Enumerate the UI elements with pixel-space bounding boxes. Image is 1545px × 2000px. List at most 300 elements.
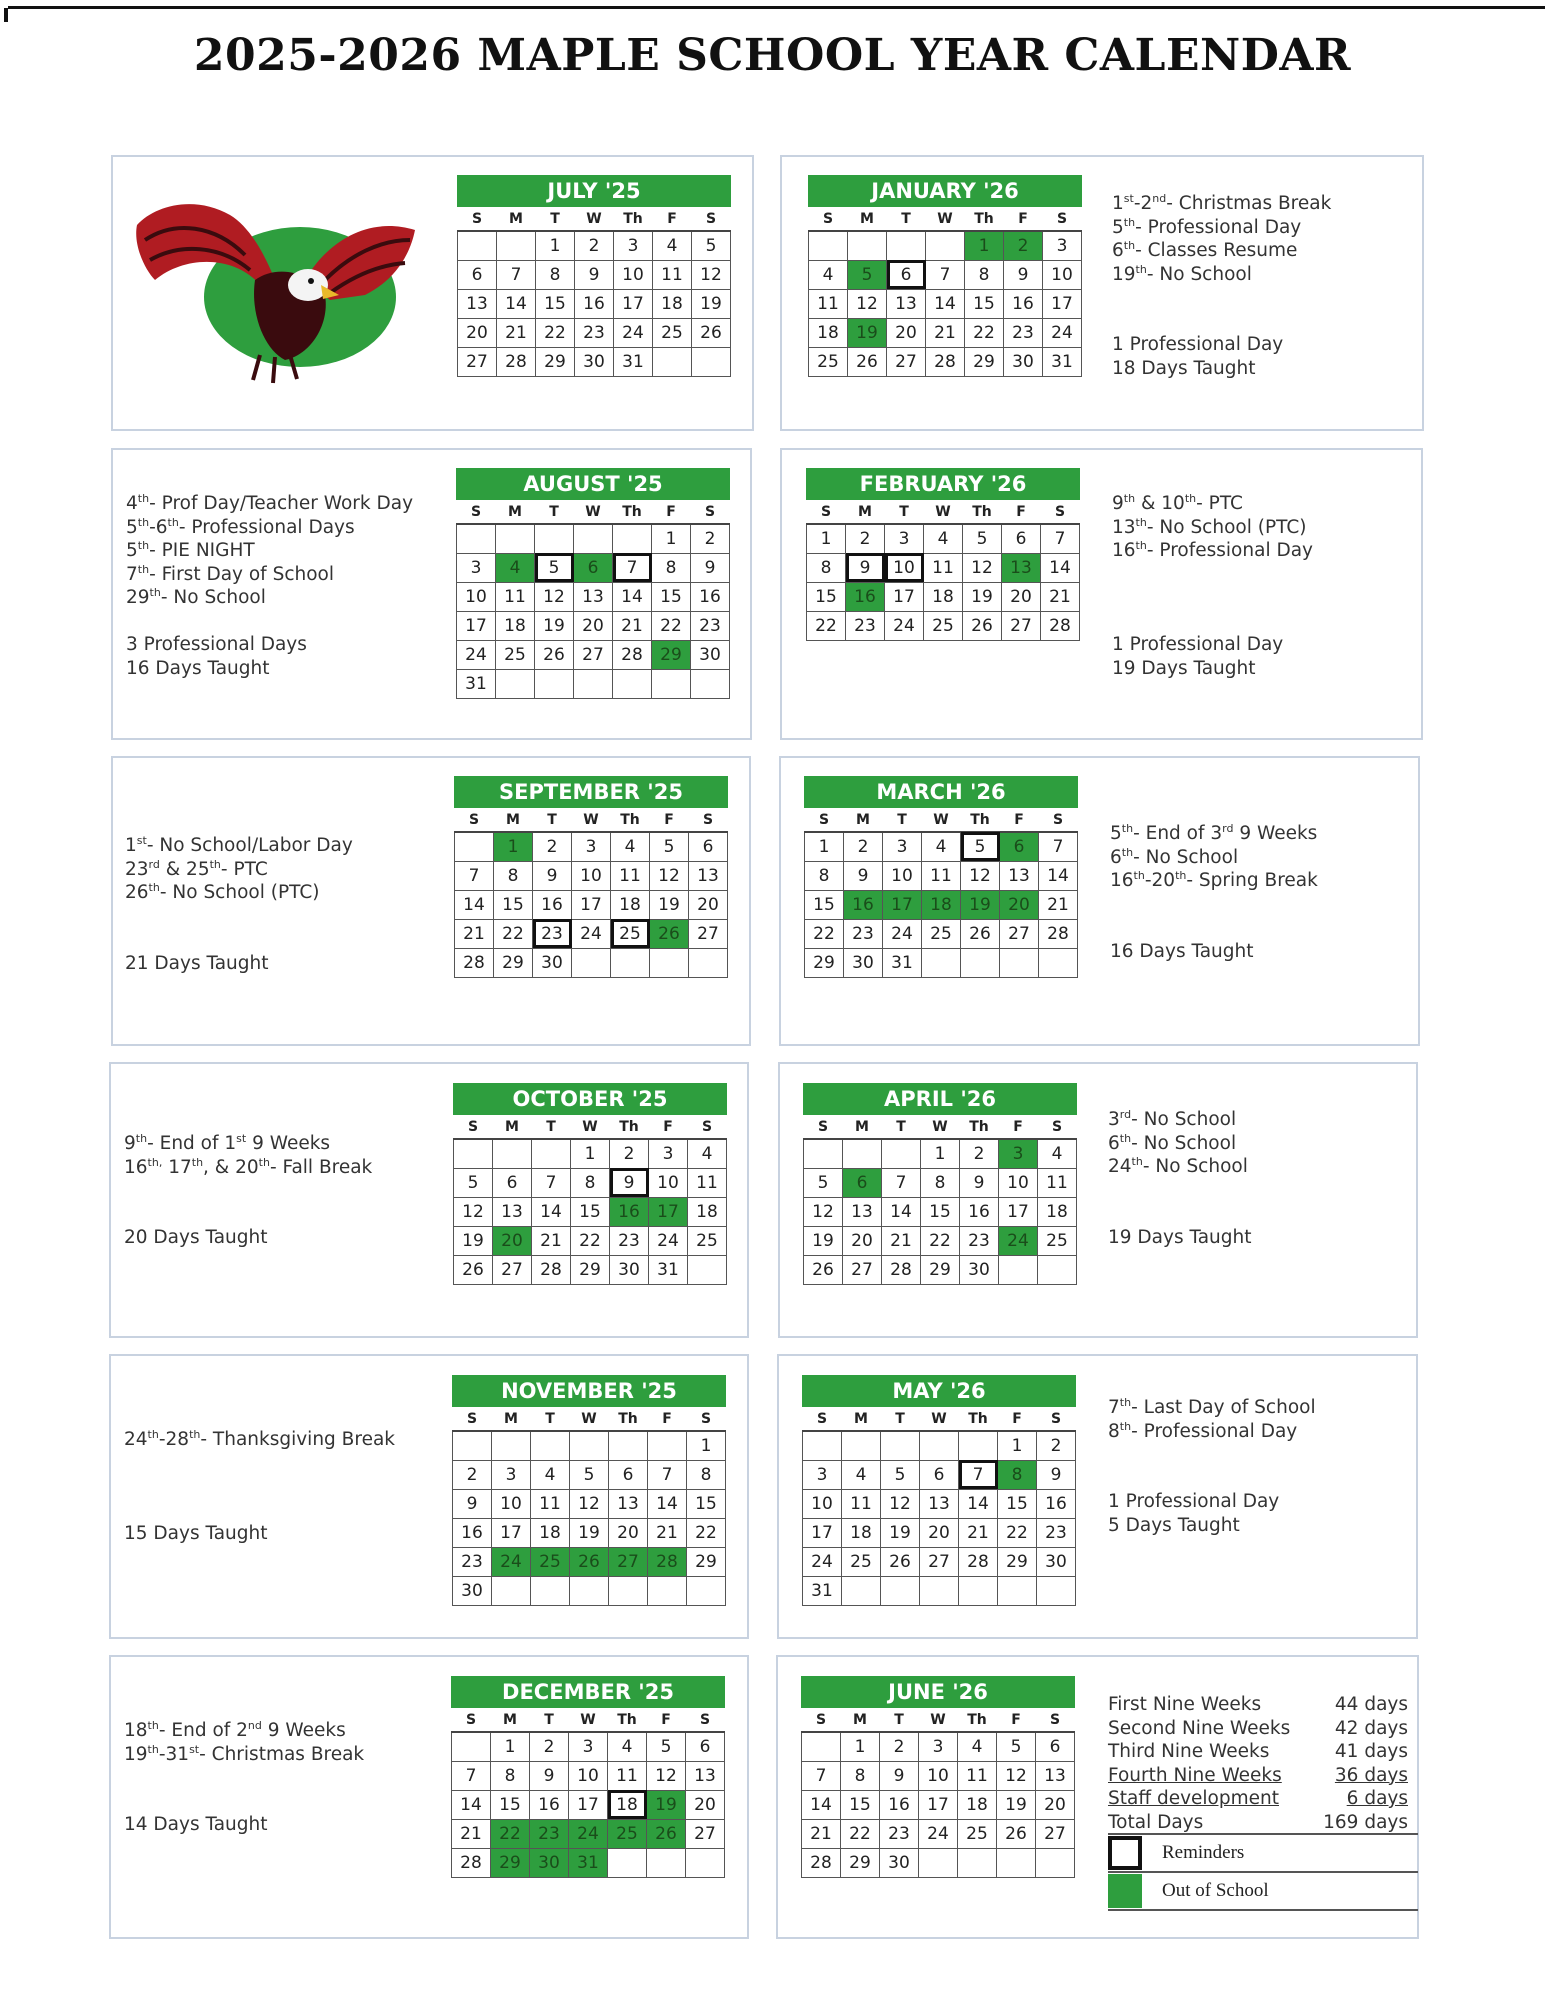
note-line: [1108, 1179, 1252, 1203]
note-line: 9th- End of 1st 9 Weeks: [124, 1131, 331, 1154]
day-cell: 22: [841, 1819, 880, 1848]
weekday-header: W: [926, 207, 965, 231]
day-cell: 21: [1039, 890, 1078, 919]
note-line: 19th- No School: [1112, 262, 1252, 285]
day-cell: 23: [880, 1819, 919, 1848]
weekday-header: S: [1041, 500, 1080, 524]
day-cell: 14: [1041, 553, 1080, 582]
day-cell: 18: [531, 1518, 570, 1547]
note-line: 24th- No School: [1108, 1154, 1248, 1177]
month-grid: [806, 500, 1080, 641]
month-title: JANUARY '26: [808, 175, 1082, 207]
day-cell: 20: [689, 890, 728, 919]
weekday-header: F: [648, 1407, 687, 1431]
day-cell: 7: [613, 553, 652, 582]
empty-cell: [453, 1431, 492, 1460]
note-line: 5th- End of 3rd 9 Weeks: [1110, 821, 1318, 844]
day-cell: 31: [614, 347, 653, 376]
empty-cell: [926, 231, 965, 260]
day-cell: 28: [648, 1547, 687, 1576]
day-cell: 19: [804, 1226, 843, 1255]
day-cell: 30: [1004, 347, 1043, 376]
day-cell: 3: [457, 553, 496, 582]
day-cell: 26: [997, 1819, 1036, 1848]
day-cell: 25: [653, 318, 692, 347]
day-cell: 22: [998, 1518, 1037, 1547]
summary-row: [1108, 1765, 1408, 1789]
day-cell: 1: [491, 1732, 530, 1761]
day-cell: 26: [961, 919, 1000, 948]
day-cell: 17: [1043, 289, 1082, 318]
empty-cell: [887, 231, 926, 260]
month-grid: [803, 1115, 1077, 1285]
day-cell: 12: [570, 1489, 609, 1518]
note-line: 8th- Professional Day: [1108, 1419, 1298, 1442]
day-cell: 16: [846, 582, 885, 611]
weekday-header: M: [496, 500, 535, 524]
day-cell: 21: [648, 1518, 687, 1547]
day-cell: 3: [883, 832, 922, 861]
weekday-header: W: [919, 1708, 958, 1732]
note-line: 18 Days Taught: [1112, 357, 1256, 379]
weekday-header: W: [572, 808, 611, 832]
note-line: 7th- Last Day of School: [1108, 1395, 1316, 1418]
day-cell: 23: [575, 318, 614, 347]
day-cell: 4: [842, 1460, 881, 1489]
day-cell: 24: [457, 640, 496, 669]
day-cell: 6: [458, 260, 497, 289]
day-cell: 2: [846, 524, 885, 553]
weekday-header: Th: [613, 500, 652, 524]
weekday-header: M: [491, 1708, 530, 1732]
day-cell: 4: [958, 1732, 997, 1761]
weekday-header: Th: [958, 1708, 997, 1732]
day-cell: 10: [649, 1168, 688, 1197]
day-cell: 25: [958, 1819, 997, 1848]
day-cell: 29: [998, 1547, 1037, 1576]
weekday-header: W: [920, 1407, 959, 1431]
empty-cell: [648, 1431, 687, 1460]
month-title: AUGUST '25: [456, 468, 730, 500]
day-cell: 27: [493, 1255, 532, 1284]
day-cell: 15: [921, 1197, 960, 1226]
day-cell: 17: [919, 1790, 958, 1819]
day-cell: 22: [921, 1226, 960, 1255]
day-cell: 8: [921, 1168, 960, 1197]
weekday-header: T: [536, 207, 575, 231]
day-cell: 20: [686, 1790, 725, 1819]
day-cell: 9: [1037, 1460, 1076, 1489]
day-cell: 7: [802, 1761, 841, 1790]
day-cell: 18: [922, 890, 961, 919]
empty-cell: [692, 347, 731, 376]
note-line: [1108, 1467, 1316, 1491]
note-line: [1108, 1443, 1316, 1467]
day-cell: 7: [497, 260, 536, 289]
day-cell: 12: [961, 861, 1000, 890]
day-cell: 6: [920, 1460, 959, 1489]
summary-days: 44 days: [1334, 1694, 1408, 1715]
note-line: [1112, 586, 1313, 610]
month-title: NOVEMBER '25: [452, 1375, 726, 1407]
day-cell: 14: [613, 582, 652, 611]
day-cell: 2: [691, 524, 730, 553]
weekday-header: W: [574, 500, 613, 524]
weekday-header: F: [650, 808, 689, 832]
weekday-header: S: [452, 1708, 491, 1732]
weekday-header: Th: [610, 1115, 649, 1139]
day-cell: 29: [687, 1547, 726, 1576]
note-line: 20 Days Taught: [124, 1227, 268, 1248]
day-cell: 16: [691, 582, 730, 611]
day-cell: 15: [491, 1790, 530, 1819]
note-line: [124, 1499, 395, 1523]
day-cell: 20: [843, 1226, 882, 1255]
empty-cell: [959, 1431, 998, 1460]
reminder-swatch: [1108, 1836, 1142, 1870]
day-cell: 8: [965, 260, 1004, 289]
day-cell: 18: [809, 318, 848, 347]
day-cell: 11: [688, 1168, 727, 1197]
weekday-header: Th: [611, 808, 650, 832]
day-cell: 9: [453, 1489, 492, 1518]
day-cell: 30: [610, 1255, 649, 1284]
summary-label: Fourth Nine Weeks: [1108, 1764, 1282, 1786]
weekday-header: S: [453, 1407, 492, 1431]
summary-days: 169 days: [1323, 1811, 1408, 1833]
eagle-mascot-icon: [125, 185, 430, 385]
day-cell: 5: [535, 553, 574, 582]
day-cell: 23: [844, 919, 883, 948]
day-cell: 30: [530, 1848, 569, 1877]
day-cell: 27: [574, 640, 613, 669]
calendar-october: [453, 1083, 727, 1285]
day-cell: 28: [532, 1255, 571, 1284]
notes-august: [126, 492, 413, 680]
weekday-header: F: [1004, 207, 1043, 231]
day-cell: 19: [963, 582, 1002, 611]
day-cell: 21: [497, 318, 536, 347]
note-line: 16 Days Taught: [1110, 940, 1254, 962]
weekday-header: W: [571, 1115, 610, 1139]
day-cell: 16: [610, 1197, 649, 1226]
empty-cell: [458, 231, 497, 260]
day-cell: 23: [1037, 1518, 1076, 1547]
note-line: [126, 610, 413, 634]
note-line: 4th- Prof Day/Teacher Work Day: [126, 491, 414, 514]
day-cell: 22: [807, 611, 846, 640]
notes-october: [124, 1132, 372, 1250]
day-cell: 1: [805, 832, 844, 861]
day-cell: 16: [844, 890, 883, 919]
day-cell: 8: [491, 1761, 530, 1790]
empty-cell: [653, 347, 692, 376]
day-cell: 5: [647, 1732, 686, 1761]
day-cell: 19: [881, 1518, 920, 1547]
day-cell: 25: [611, 919, 650, 948]
day-cell: 20: [493, 1226, 532, 1255]
day-cell: 28: [1041, 611, 1080, 640]
empty-cell: [958, 1848, 997, 1877]
empty-cell: [531, 1576, 570, 1605]
note-line: [124, 1203, 372, 1227]
month-title: APRIL '26: [803, 1083, 1077, 1115]
day-cell: 5: [650, 832, 689, 861]
weekday-header: S: [1036, 1708, 1075, 1732]
empty-cell: [454, 1139, 493, 1168]
day-cell: 8: [687, 1460, 726, 1489]
empty-cell: [574, 524, 613, 553]
day-cell: 7: [532, 1168, 571, 1197]
note-line: 5 Days Taught: [1108, 1514, 1240, 1536]
day-cell: 14: [452, 1790, 491, 1819]
weekday-header: Th: [960, 1115, 999, 1139]
day-cell: 15: [965, 289, 1004, 318]
note-line: [124, 1766, 364, 1790]
day-cell: 24: [649, 1226, 688, 1255]
note-line: 21 Days Taught: [125, 952, 269, 974]
day-cell: 25: [1038, 1226, 1077, 1255]
day-cell: 23: [533, 919, 572, 948]
day-cell: 25: [842, 1547, 881, 1576]
note-line: 19th-31st- Christmas Break: [124, 1742, 365, 1765]
day-cell: 30: [575, 347, 614, 376]
day-cell: 4: [688, 1139, 727, 1168]
weekday-header: M: [846, 500, 885, 524]
note-line: [1112, 563, 1313, 587]
day-cell: 21: [882, 1226, 921, 1255]
day-cell: 17: [614, 289, 653, 318]
day-cell: 25: [608, 1819, 647, 1848]
day-cell: 10: [999, 1168, 1038, 1197]
empty-cell: [809, 231, 848, 260]
weekday-header: Th: [963, 500, 1002, 524]
note-line: $16^{th,}$ 17th, & 20th- Fall Break: [124, 1155, 373, 1178]
day-cell: 15: [536, 289, 575, 318]
day-cell: 10: [572, 861, 611, 890]
day-cell: 28: [613, 640, 652, 669]
empty-cell: [452, 1732, 491, 1761]
note-line: 6th- Classes Resume: [1112, 238, 1298, 261]
empty-cell: [999, 1255, 1038, 1284]
day-cell: 10: [492, 1489, 531, 1518]
day-cell: 30: [691, 640, 730, 669]
day-cell: 10: [457, 582, 496, 611]
day-cell: 31: [883, 948, 922, 977]
weekday-header: M: [494, 808, 533, 832]
weekday-header: T: [535, 500, 574, 524]
day-cell: 12: [804, 1197, 843, 1226]
day-cell: 8: [494, 861, 533, 890]
summary-row: [1108, 1788, 1408, 1812]
day-cell: 14: [648, 1489, 687, 1518]
day-cell: 30: [880, 1848, 919, 1877]
day-cell: 27: [920, 1547, 959, 1576]
day-cell: 22: [494, 919, 533, 948]
day-cell: 26: [650, 919, 689, 948]
weekday-header: S: [688, 1115, 727, 1139]
day-cell: 4: [611, 832, 650, 861]
day-cell: 1: [687, 1431, 726, 1460]
day-cell: 15: [841, 1790, 880, 1819]
day-cell: 15: [807, 582, 846, 611]
note-line: [1110, 893, 1318, 917]
day-cell: 27: [458, 347, 497, 376]
weekday-header: S: [1039, 808, 1078, 832]
day-cell: 24: [572, 919, 611, 948]
day-cell: 3: [569, 1732, 608, 1761]
day-cell: 15: [998, 1489, 1037, 1518]
day-cell: 14: [532, 1197, 571, 1226]
day-cell: 12: [963, 553, 1002, 582]
day-cell: 12: [535, 582, 574, 611]
day-cell: 13: [609, 1489, 648, 1518]
day-cell: 2: [533, 832, 572, 861]
empty-cell: [493, 1139, 532, 1168]
note-line: [1108, 1202, 1252, 1226]
weekday-header: T: [531, 1407, 570, 1431]
empty-cell: [881, 1576, 920, 1605]
empty-cell: [848, 231, 887, 260]
day-cell: 28: [452, 1848, 491, 1877]
day-cell: 15: [805, 890, 844, 919]
note-line: 6th- No School: [1108, 1131, 1237, 1154]
day-cell: 6: [689, 832, 728, 861]
day-cell: 10: [1043, 260, 1082, 289]
day-cell: 17: [649, 1197, 688, 1226]
weekday-header: S: [1037, 1407, 1076, 1431]
note-line: 5th- PIE NIGHT: [126, 538, 255, 561]
day-cell: 25: [688, 1226, 727, 1255]
note-line: 1 Professional Day: [1112, 334, 1284, 355]
day-cell: 14: [959, 1489, 998, 1518]
day-cell: 22: [805, 919, 844, 948]
out-of-school-swatch: [1108, 1874, 1142, 1908]
day-cell: 5: [961, 832, 1000, 861]
day-cell: 16: [1037, 1489, 1076, 1518]
calendar-june: [801, 1676, 1075, 1878]
calendar-august: [456, 468, 730, 699]
day-cell: 21: [1041, 582, 1080, 611]
weekday-header: S: [454, 1115, 493, 1139]
day-cell: 15: [494, 890, 533, 919]
day-cell: 22: [687, 1518, 726, 1547]
notes-february: [1112, 492, 1313, 680]
empty-cell: [496, 669, 535, 698]
empty-cell: [997, 1848, 1036, 1877]
weekday-header: Th: [614, 207, 653, 231]
month-grid: [802, 1407, 1076, 1606]
note-line: 29th- No School: [126, 585, 266, 608]
month-grid: [808, 207, 1082, 377]
summary-label: Second Nine Weeks: [1108, 1717, 1291, 1739]
day-cell: 17: [803, 1518, 842, 1547]
legend-out-of-school: [1108, 1871, 1418, 1911]
day-cell: 7: [959, 1460, 998, 1489]
note-line: [1112, 610, 1313, 634]
day-cell: 27: [1000, 919, 1039, 948]
month-grid: [454, 808, 728, 978]
weekday-header: M: [843, 1115, 882, 1139]
day-cell: 25: [922, 919, 961, 948]
day-cell: 5: [997, 1732, 1036, 1761]
day-cell: 25: [924, 611, 963, 640]
day-cell: 6: [1036, 1732, 1075, 1761]
day-cell: 30: [844, 948, 883, 977]
day-cell: 14: [497, 289, 536, 318]
day-cell: 3: [999, 1139, 1038, 1168]
month-grid: [452, 1407, 726, 1606]
day-cell: 6: [493, 1168, 532, 1197]
month-grid: [451, 1708, 725, 1878]
empty-cell: [609, 1431, 648, 1460]
weekday-header: F: [997, 1708, 1036, 1732]
weekday-header: F: [652, 500, 691, 524]
day-cell: 16: [880, 1790, 919, 1819]
summary-label: Staff development: [1108, 1788, 1279, 1809]
empty-cell: [652, 669, 691, 698]
day-cell: 9: [533, 861, 572, 890]
month-grid: [453, 1115, 727, 1285]
day-cell: 30: [453, 1576, 492, 1605]
weekday-header: F: [647, 1708, 686, 1732]
notes-march: [1110, 822, 1318, 963]
calendar-april: [803, 1083, 1077, 1285]
note-line: [1112, 286, 1331, 310]
day-cell: 21: [452, 1819, 491, 1848]
day-cell: 19: [997, 1790, 1036, 1819]
day-cell: 8: [652, 553, 691, 582]
day-cell: 24: [885, 611, 924, 640]
legend: [1108, 1833, 1418, 1909]
day-cell: 11: [842, 1489, 881, 1518]
day-cell: 23: [960, 1226, 999, 1255]
day-cell: 31: [649, 1255, 688, 1284]
weekday-header: S: [807, 500, 846, 524]
note-line: 14 Days Taught: [124, 1814, 268, 1835]
weekday-header: W: [569, 1708, 608, 1732]
day-cell: 7: [882, 1168, 921, 1197]
day-cell: 22: [536, 318, 575, 347]
day-cell: 13: [689, 861, 728, 890]
day-cell: 3: [885, 524, 924, 553]
day-cell: 11: [922, 861, 961, 890]
calendar-may: [802, 1375, 1076, 1606]
day-cell: 21: [532, 1226, 571, 1255]
day-cell: 17: [457, 611, 496, 640]
empty-cell: [1036, 1848, 1075, 1877]
day-cell: 27: [887, 347, 926, 376]
empty-cell: [531, 1431, 570, 1460]
day-cell: 2: [844, 832, 883, 861]
day-cell: 4: [531, 1460, 570, 1489]
note-line: 23rd & 25th- PTC: [125, 857, 268, 880]
day-cell: 1: [965, 231, 1004, 260]
day-cell: 26: [963, 611, 1002, 640]
weekday-header: S: [691, 500, 730, 524]
weekday-header: F: [1000, 808, 1039, 832]
day-cell: 13: [1002, 553, 1041, 582]
day-cell: 14: [1039, 861, 1078, 890]
legend-out-of-school-label: Out of School: [1162, 1880, 1269, 1901]
day-cell: 21: [613, 611, 652, 640]
day-cell: 3: [572, 832, 611, 861]
day-cell: 12: [881, 1489, 920, 1518]
day-cell: 4: [496, 553, 535, 582]
day-cell: 5: [881, 1460, 920, 1489]
empty-cell: [882, 1139, 921, 1168]
summary-row: [1108, 1741, 1408, 1765]
